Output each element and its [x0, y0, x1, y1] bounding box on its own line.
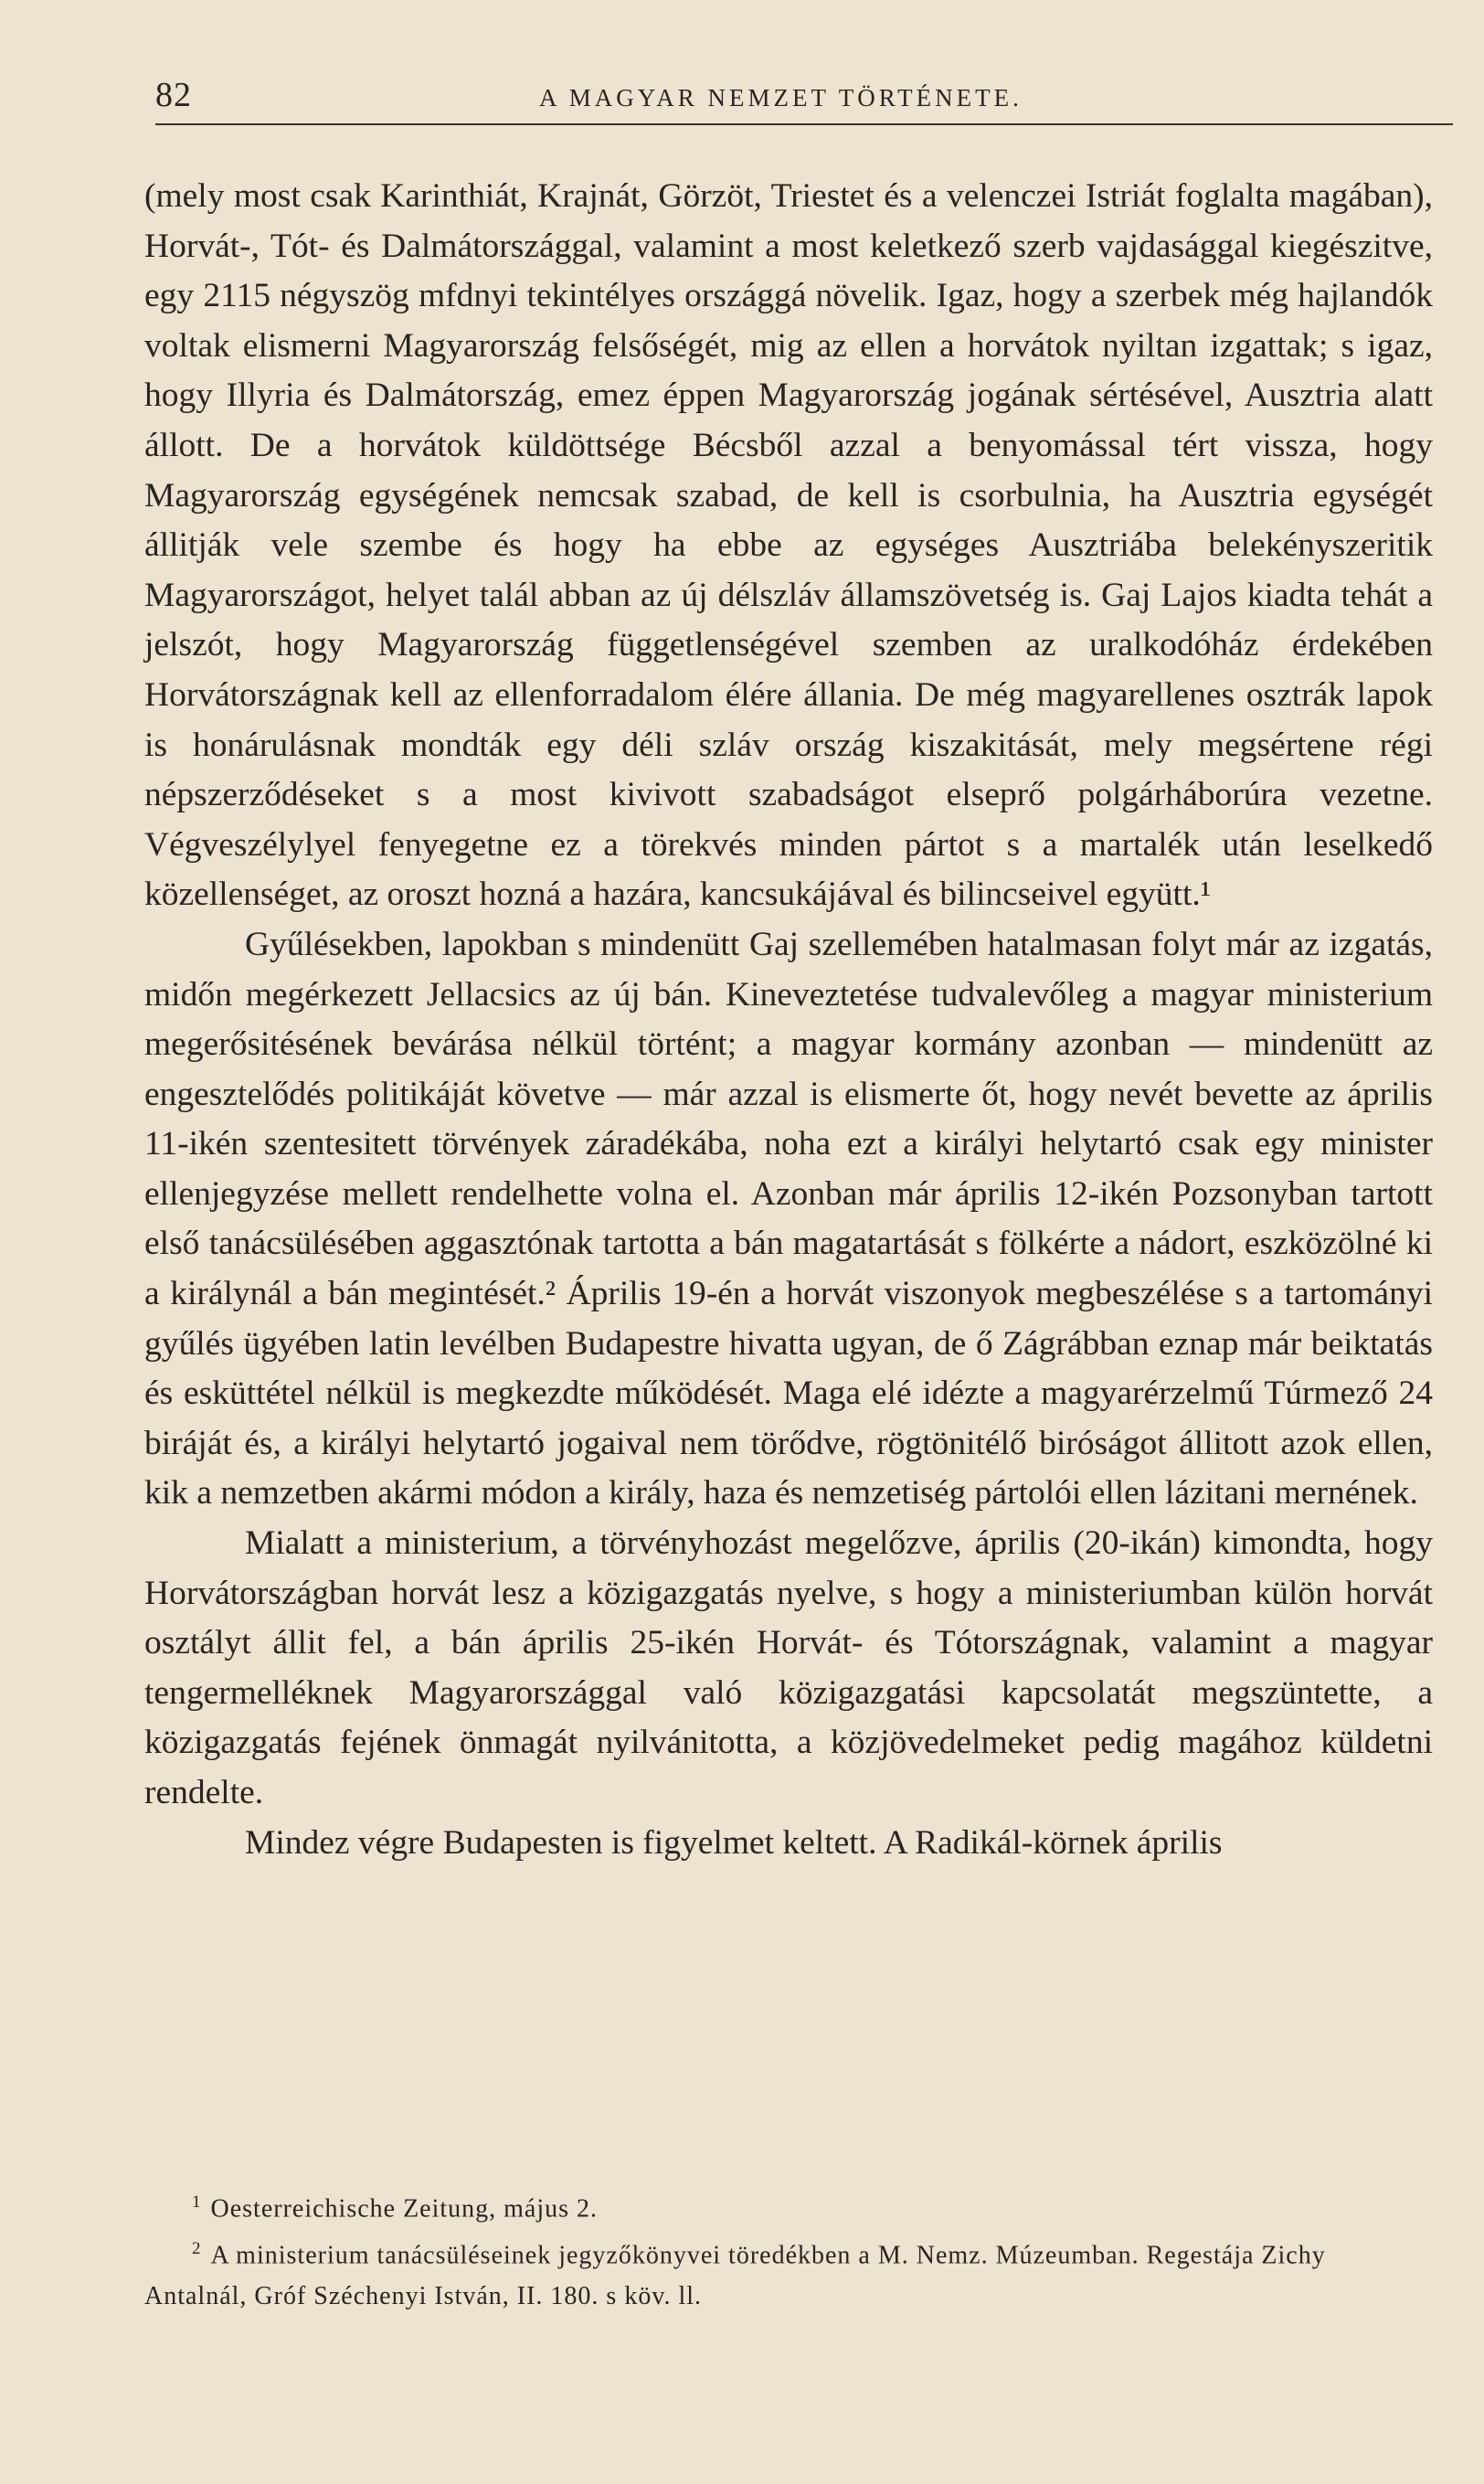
- footnote-text: Oesterreichische Zeitung, május 2.: [210, 2194, 599, 2224]
- page-number: 82: [155, 76, 192, 114]
- page-header: [155, 71, 1453, 126]
- footnote-mark: 1: [192, 2192, 202, 2212]
- footnote: [144, 2229, 1433, 2316]
- paragraph-continued: (mely most csak Karinthiát, Krajnát, Görzöt, Triestet és a velenczei Istriát foglalta magában), Horvát-, Tót- és Dalmátországgal, valamint a most keletkező szerb vajdasággal kiegészitve, egy 2115 négyszög mfdnyi tekintélyes országgá növelik. Igaz, hogy a szerbek még hajlandók voltak elismerni Magyarország felsőségét, mig az ellen a horvátok nyiltan izgattak; s igaz, hogy Illyria és Dalmátország, emez éppen Magyarország jogának sértésével, Ausztria alatt állott. De a horvátok küldöttsége Bécsből azzal a benyomással tért vissza, hogy Magyarország egységének nemcsak szabad, de kell is csorbulnia, ha Ausztria egységét állitják vele szembe és hogy ha ebbe az egységes Ausztriába belekényszeritik Magyarországot, helyet talál abban az új délszláv államszövetség is. Gaj Lajos kiadta tehát a jelszót, hogy Magyarország függetlenségével szemben az uralkodóház érdekében Horvátországnak kell az ellenforradalom élére állania. De még magyarellenes osztrák lapok is honárulásnak mondták egy déli szláv ország kiszakitását, mely megsértene régi népszerződéseket s a most kivivott szabadságot elseprő polgárháborúra vezetne. Végveszélylyel fenyegetne ez a törekvés minden pártot s a martalék után leselkedő közellenséget, az oroszt hozná a hazára, kancsukájával és bilincseivel együtt.¹: [144, 177, 1433, 914]
- paragraph: Gyűlésekben, lapokban s mindenütt Gaj szellemében hatalmasan folyt már az izgatás, midőn megérkezett Jellacsics az új bán. Kineveztetése tudvalevőleg a magyar ministerium megerősitésének bevárása nélkül történt; a magyar kormány azonban — mindenütt az engesztelődés politikáját követve — már azzal is elismerte őt, hogy nevét bevette az április 11-ikén szentesitett törvények záradékába, noha ezt a királyi helytartó csak egy minister ellenjegyzése mellett rendelhette volna el. Azonban már április 12-ikén Pozsonyban tartott első tanácsülésében aggasztónak tartotta a bán magatartását s fölkérte a nádort, eszközölné ki a királynál a bán megintését.² Április 19-én a horvát viszonyok megbeszélése s a tartományi gyűlés ügyében latin levélben Budapestre hivatta ugyan, de ő Zágrábban eznap már beiktatás és esküttétel nélkül is megkezdte működését. Maga elé idézte a magyarérzelmű Túrmező 24 biráját és, a királyi helytartó jogaival nem törődve, rögtönitélő biróságot állitott azok ellen, kik a nemzetben akármi módon a király, haza és nemzetiség pártolói ellen lázitani mernének.: [144, 925, 1433, 1513]
- running-title: A MAGYAR NEMZET TÖRTÉNETE.: [539, 84, 1023, 111]
- footnotes: [144, 2182, 1433, 2317]
- paragraph: Mialatt a ministerium, a törvényhozást megelőzve, április (20-ikán) kimondta, hogy Horvátországban horvát lesz a közigazgatás nyelve, s hogy a ministeriumban külön horvát osztályt állit fel, a bán április 25-ikén Horvát- és Tótországnak, valamint a magyar tengermelléknek Magyarországgal való közigazgatási kapcsolatát megszüntette, a közigazgatás fejének önmagát nyilvánitotta, a közjövedelmeket pedig magához küldetni rendelte.: [144, 1524, 1433, 1811]
- footnote: [144, 2182, 1433, 2229]
- paragraph: Mindez végre Budapesten is figyelmet keltett. A Radikál-körnek április: [245, 1823, 1223, 1862]
- footnote-text: A ministerium tanácsüléseinek jegyzőkönyvei töredékben a M. Nemz. Múzeumban. Regestája Zichy Antalnál, Gróf Széchenyi István, II. 180. s köv. ll.: [144, 2241, 1326, 2310]
- footnote-mark: 2: [192, 2239, 202, 2259]
- body-text: [144, 172, 1433, 1868]
- header-rule: [155, 123, 1453, 125]
